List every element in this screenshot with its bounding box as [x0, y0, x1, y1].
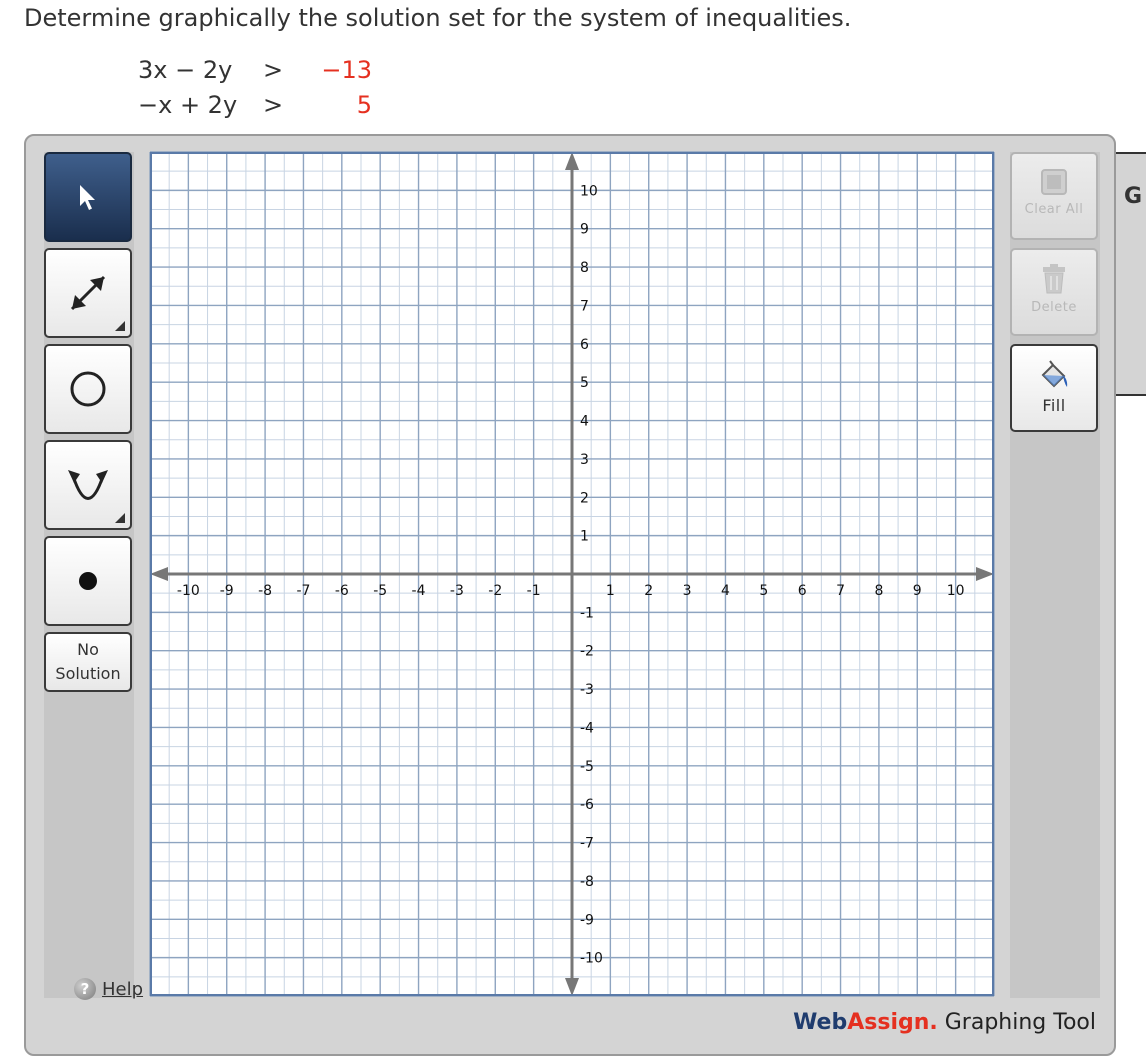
- x-tick-label: 5: [759, 583, 769, 599]
- y-tick-label: 10: [580, 183, 598, 200]
- delete-button[interactable]: [1010, 248, 1098, 336]
- inequality-2-operator: >: [263, 91, 284, 119]
- x-tick-label: -4: [411, 583, 426, 599]
- x-tick-label: -8: [258, 583, 273, 599]
- x-tick-label: -2: [488, 583, 503, 599]
- x-tick-label: 3: [682, 583, 692, 599]
- delete-label: Delete: [1031, 300, 1077, 315]
- x-tick-label: -6: [334, 583, 349, 599]
- y-tick-label: 4: [580, 413, 589, 430]
- y-tick-label: -1: [580, 605, 594, 622]
- no-solution-button[interactable]: [44, 632, 132, 692]
- x-tick-label: -9: [219, 583, 234, 599]
- help-link[interactable]: [74, 978, 143, 1000]
- x-tick-label: 2: [644, 583, 654, 599]
- clear-all-label: Clear All: [1024, 202, 1084, 217]
- side-panel-tab-letter: G: [1124, 184, 1143, 209]
- parabola-tool-options-icon[interactable]: [115, 513, 125, 523]
- y-tick-label: -4: [580, 720, 594, 737]
- graphing-tool: [24, 134, 1116, 1056]
- x-tick-label: 1: [605, 583, 615, 599]
- point-dot-icon: [76, 569, 100, 593]
- brand-graphing-tool: Graphing Tool: [937, 1010, 1096, 1035]
- paint-bucket-icon: [1037, 360, 1071, 390]
- parabola-tool-button[interactable]: [44, 440, 132, 530]
- y-tick-label: -7: [580, 835, 594, 852]
- y-tick-label: 1: [580, 528, 589, 545]
- fill-button[interactable]: [1010, 344, 1098, 432]
- fill-label: Fill: [1042, 396, 1066, 415]
- inequality-1-lhs: 3x − 2y: [138, 56, 233, 84]
- help-question-icon: ?: [74, 978, 96, 1000]
- y-tick-label: 9: [580, 221, 589, 238]
- line-arrows-icon: [60, 265, 116, 321]
- x-tick-label: 9: [912, 583, 922, 599]
- y-tick-label: -8: [580, 873, 594, 890]
- x-tick-label: -5: [373, 583, 388, 599]
- x-tick-label: -7: [296, 583, 311, 599]
- clear-all-button[interactable]: [1010, 152, 1098, 240]
- trash-icon: [1040, 264, 1068, 294]
- y-tick-label: -9: [580, 912, 594, 929]
- y-tick-label: 3: [580, 451, 589, 468]
- no-solution-label-line1: No: [77, 640, 99, 659]
- x-tick-label: 4: [720, 583, 730, 599]
- no-solution-label-line2: Solution: [55, 664, 121, 683]
- brand-web: Web: [793, 1010, 848, 1035]
- y-tick-label: -2: [580, 643, 594, 660]
- x-tick-label: -1: [526, 583, 541, 599]
- y-tick-label: -3: [580, 682, 594, 699]
- webassign-brand: [793, 1010, 1096, 1035]
- pointer-arrow-icon: [73, 182, 103, 212]
- inequality-2-lhs: −x + 2y: [138, 91, 238, 119]
- side-panel-tab[interactable]: [1116, 152, 1146, 396]
- circle-tool-button[interactable]: [44, 344, 132, 434]
- y-tick-label: -10: [580, 950, 603, 967]
- x-tick-label: -3: [449, 583, 464, 599]
- pointer-tool-button[interactable]: [44, 152, 132, 242]
- point-tool-button[interactable]: [44, 536, 132, 626]
- coordinate-grid[interactable]: [150, 152, 994, 996]
- help-label: Help: [102, 978, 144, 1000]
- brand-assign: Assign.: [847, 1010, 938, 1035]
- y-tick-label: 6: [580, 336, 589, 353]
- y-tick-label: 7: [580, 298, 589, 315]
- y-tick-label: 8: [580, 260, 589, 277]
- drawing-toolbar: [44, 152, 144, 1000]
- x-tick-label: 8: [874, 583, 884, 599]
- circle-icon: [66, 367, 110, 411]
- y-tick-label: 2: [580, 490, 589, 507]
- edit-toolbar: [1010, 152, 1100, 998]
- parabola-icon: [62, 459, 114, 511]
- question-text: Determine graphically the solution set for the system of inequalities.: [24, 4, 852, 32]
- inequality-1-rhs: −13: [321, 56, 372, 84]
- y-tick-label: 5: [580, 375, 589, 392]
- y-tick-label: -6: [580, 797, 594, 814]
- x-tick-label: 7: [836, 583, 846, 599]
- x-tick-label: 6: [797, 583, 807, 599]
- inequality-1-operator: >: [263, 56, 284, 84]
- line-tool-options-icon[interactable]: [115, 321, 125, 331]
- inequality-2-rhs: 5: [356, 91, 372, 119]
- y-tick-label: -5: [580, 758, 594, 775]
- clear-all-icon: [1040, 168, 1068, 196]
- line-tool-button[interactable]: [44, 248, 132, 338]
- x-tick-label: 10: [946, 583, 965, 599]
- x-tick-label: -10: [176, 583, 200, 599]
